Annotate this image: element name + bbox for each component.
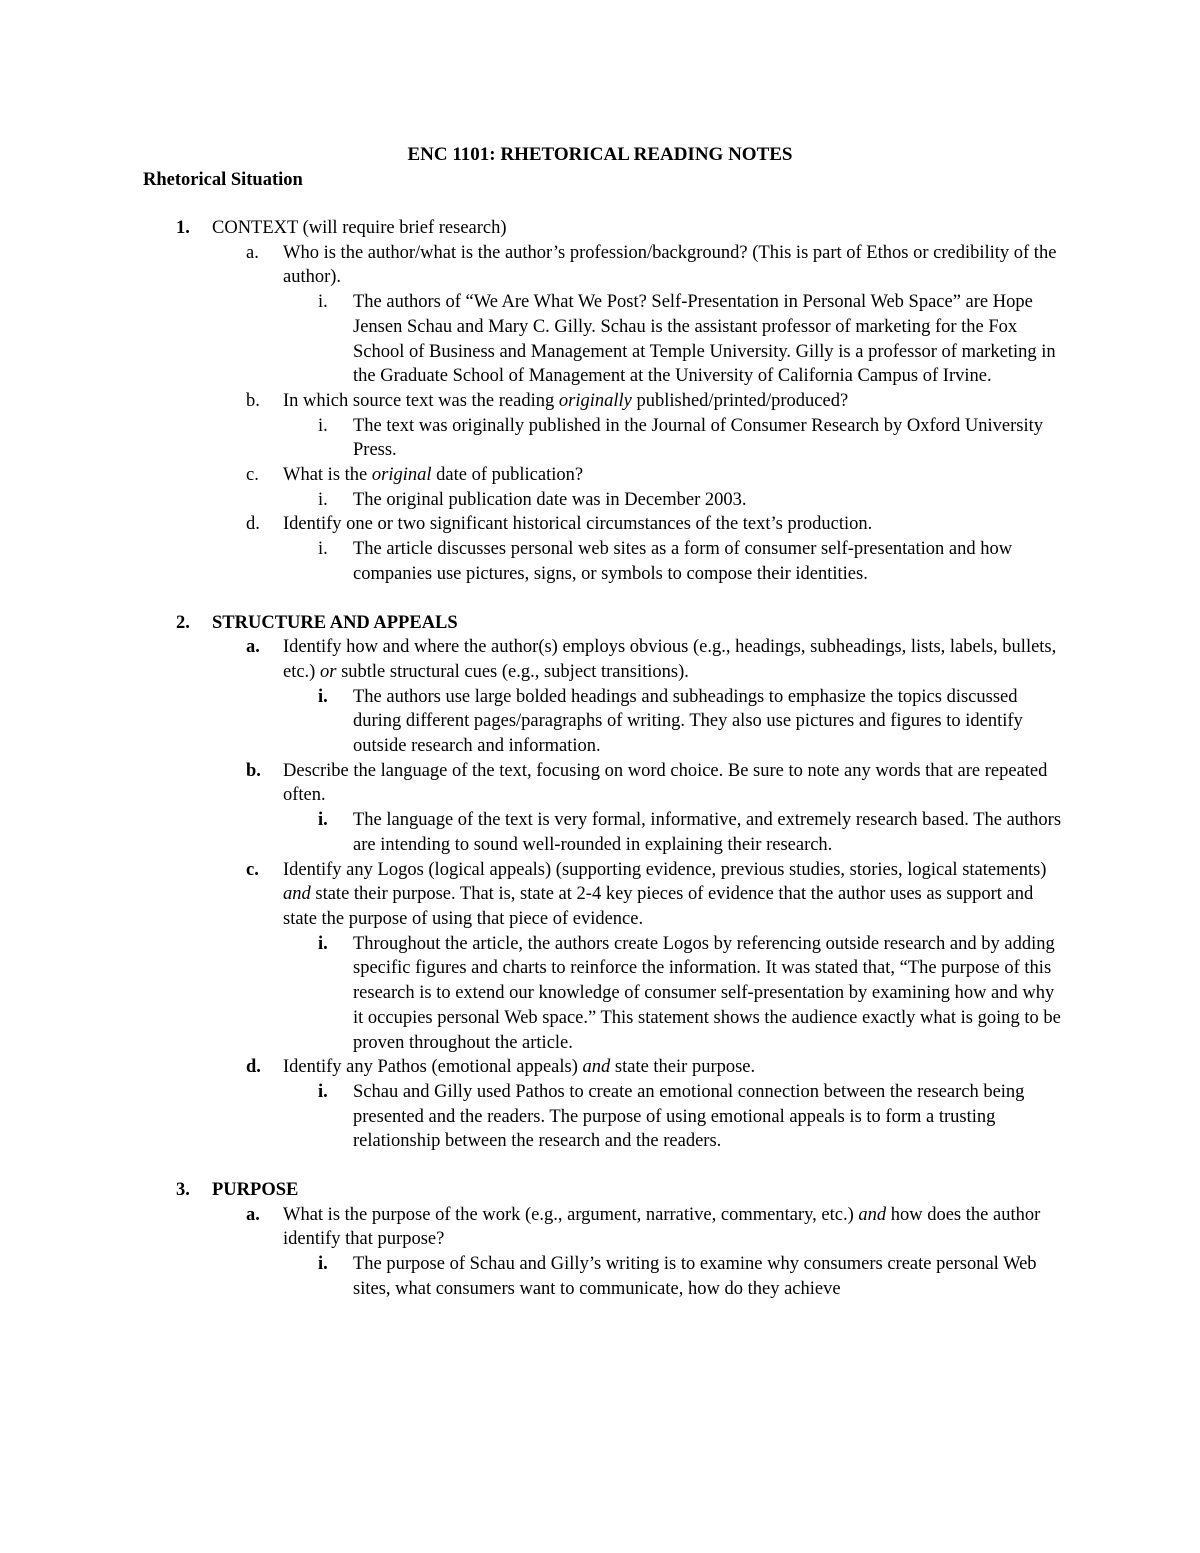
list-letter: c. — [246, 859, 259, 880]
section-title: PURPOSE — [212, 1180, 299, 1201]
question-item — [0, 1055, 1200, 1080]
answer-text: The authors use large bolded headings and subheadings to emphasize the topics discussed during different pages/paragraphs of writing. They also use pictures and figures to identify outside research and information. — [353, 686, 1023, 757]
answer-text: The purpose of Schau and Gilly’s writing is to examine why consumers create personal Web sites, what consumers want to communicate, how do they achieve — [353, 1254, 1037, 1299]
question-item — [0, 759, 1200, 808]
answer-text: Schau and Gilly used Pathos to create an emotional connection between the research being presented and the readers. The purpose of using emotional appeals is to form a trusting relationship between the research and the readers. — [353, 1081, 1025, 1152]
answer-item — [0, 488, 1200, 513]
answer-item — [0, 537, 1200, 586]
answer-item — [0, 685, 1200, 759]
section-heading: Rhetorical Situation — [143, 170, 303, 190]
list-roman: i. — [318, 539, 328, 560]
list-item-purpose — [0, 1178, 1200, 1203]
question-item — [0, 1203, 1200, 1252]
answer-text: The text was originally published in the Journal of Consumer Research by Oxford University Press. — [353, 415, 1044, 461]
list-roman: i. — [318, 292, 328, 313]
question-text: What is the original date of publication? — [283, 465, 584, 486]
answer-item — [0, 1080, 1200, 1154]
emphasis: or — [319, 661, 337, 682]
question-text: Who is the author/what is the author’s profession/background? (This is part of Ethos or credibility of the author). — [283, 242, 1057, 288]
emphasis: and — [858, 1204, 887, 1225]
list-roman: i. — [318, 415, 328, 436]
question-item — [0, 389, 1200, 414]
document-title: ENC 1101: RHETORICAL READING NOTES — [407, 144, 793, 165]
list-roman: i. — [318, 1081, 328, 1102]
question-text: What is the purpose of the work (e.g., argument, narrative, commentary, etc.) and how does the author identify that purpose? — [283, 1204, 1041, 1250]
section-note: (will require brief research) — [298, 218, 507, 238]
list-roman: i. — [318, 810, 328, 831]
question-item — [0, 635, 1200, 684]
question-text: Identify one or two significant historical circumstances of the text’s production. — [283, 514, 873, 535]
list-item-structure-and-appeals — [0, 611, 1200, 636]
answer-text: The language of the text is very formal, informative, and extremely research based. The authors are intending to sound well-rounded in explaining their research. — [353, 810, 1062, 855]
section-title: CONTEXT — [212, 218, 298, 238]
question-text: Identify any Logos (logical appeals) (supporting evidence, previous studies, stories, logical statements) and state their purpose. That is, state at 2-4 key pieces of evidence that the author uses as support and state the purpose of using that piece of evidence. — [283, 859, 1047, 929]
answer-item — [0, 290, 1200, 389]
list-letter: a. — [246, 637, 260, 658]
question-text: Identify any Pathos (emotional appeals) and state their purpose. — [283, 1057, 756, 1078]
list-letter: d. — [246, 1057, 261, 1078]
answer-text: The original publication date was in December 2003. — [353, 489, 747, 510]
list-letter: a. — [246, 1204, 260, 1225]
question-text: Describe the language of the text, focusing on word choice. Be sure to note any words that are repeated often. — [283, 760, 1048, 806]
list-roman: i. — [318, 489, 328, 510]
emphasis: and — [582, 1057, 611, 1078]
list-number: 2. — [176, 612, 190, 633]
answer-text: Throughout the article, the authors create Logos by referencing outside research and by adding specific figures and charts to reinforce the information. It was stated that, “The purpose of this research is to extend our knowledge of consumer self-presentation by examining how and why it occupies personal Web space.” This statement shows the audience exactly what is going to be proven throughout the article. — [353, 933, 1061, 1053]
list-roman: i. — [318, 933, 328, 954]
answer-text: The article discusses personal web sites as a form of consumer self-presentation and how companies use pictures, signs, or symbols to compose their identities. — [353, 539, 1013, 584]
list-letter: b. — [246, 760, 261, 781]
list-letter: b. — [246, 390, 260, 411]
document-body — [0, 216, 1200, 1302]
spacer — [0, 1154, 1200, 1178]
question-text: In which source text was the reading originally published/printed/produced? — [283, 390, 849, 411]
list-letter: d. — [246, 514, 260, 535]
question-text: Identify how and where the author(s) employs obvious (e.g., headings, subheadings, lists, labels, bullets, etc.) or subtle structural cues (e.g., subject transitions). — [283, 637, 1057, 682]
emphasis: originally — [558, 390, 632, 411]
emphasis: original — [371, 465, 432, 486]
list-number: 3. — [176, 1180, 190, 1201]
list-number: 1. — [176, 218, 190, 238]
spacer — [0, 587, 1200, 611]
question-item — [0, 858, 1200, 932]
answer-item — [0, 808, 1200, 857]
answer-item — [0, 932, 1200, 1056]
answer-text: The authors of “We Are What We Post? Self-Presentation in Personal Web Space” are Hope Jensen Schau and Mary C. Gilly. Schau is the assistant professor of marketing for the Fox School of Business and Management at Temple University. Gilly is a professor of marketing in the Graduate School of Management at the University of California Campus of Irvine. — [353, 292, 1056, 387]
question-item — [0, 463, 1200, 488]
list-letter: c. — [246, 465, 259, 486]
list-item-context — [0, 216, 1200, 241]
section-title: STRUCTURE AND APPEALS — [212, 612, 458, 633]
question-item — [0, 241, 1200, 290]
emphasis: and — [283, 884, 311, 905]
answer-item — [0, 414, 1200, 463]
list-roman: i. — [318, 1254, 328, 1275]
list-roman: i. — [318, 686, 328, 707]
question-item — [0, 512, 1200, 537]
list-letter: a. — [246, 242, 259, 263]
answer-item — [0, 1252, 1200, 1301]
